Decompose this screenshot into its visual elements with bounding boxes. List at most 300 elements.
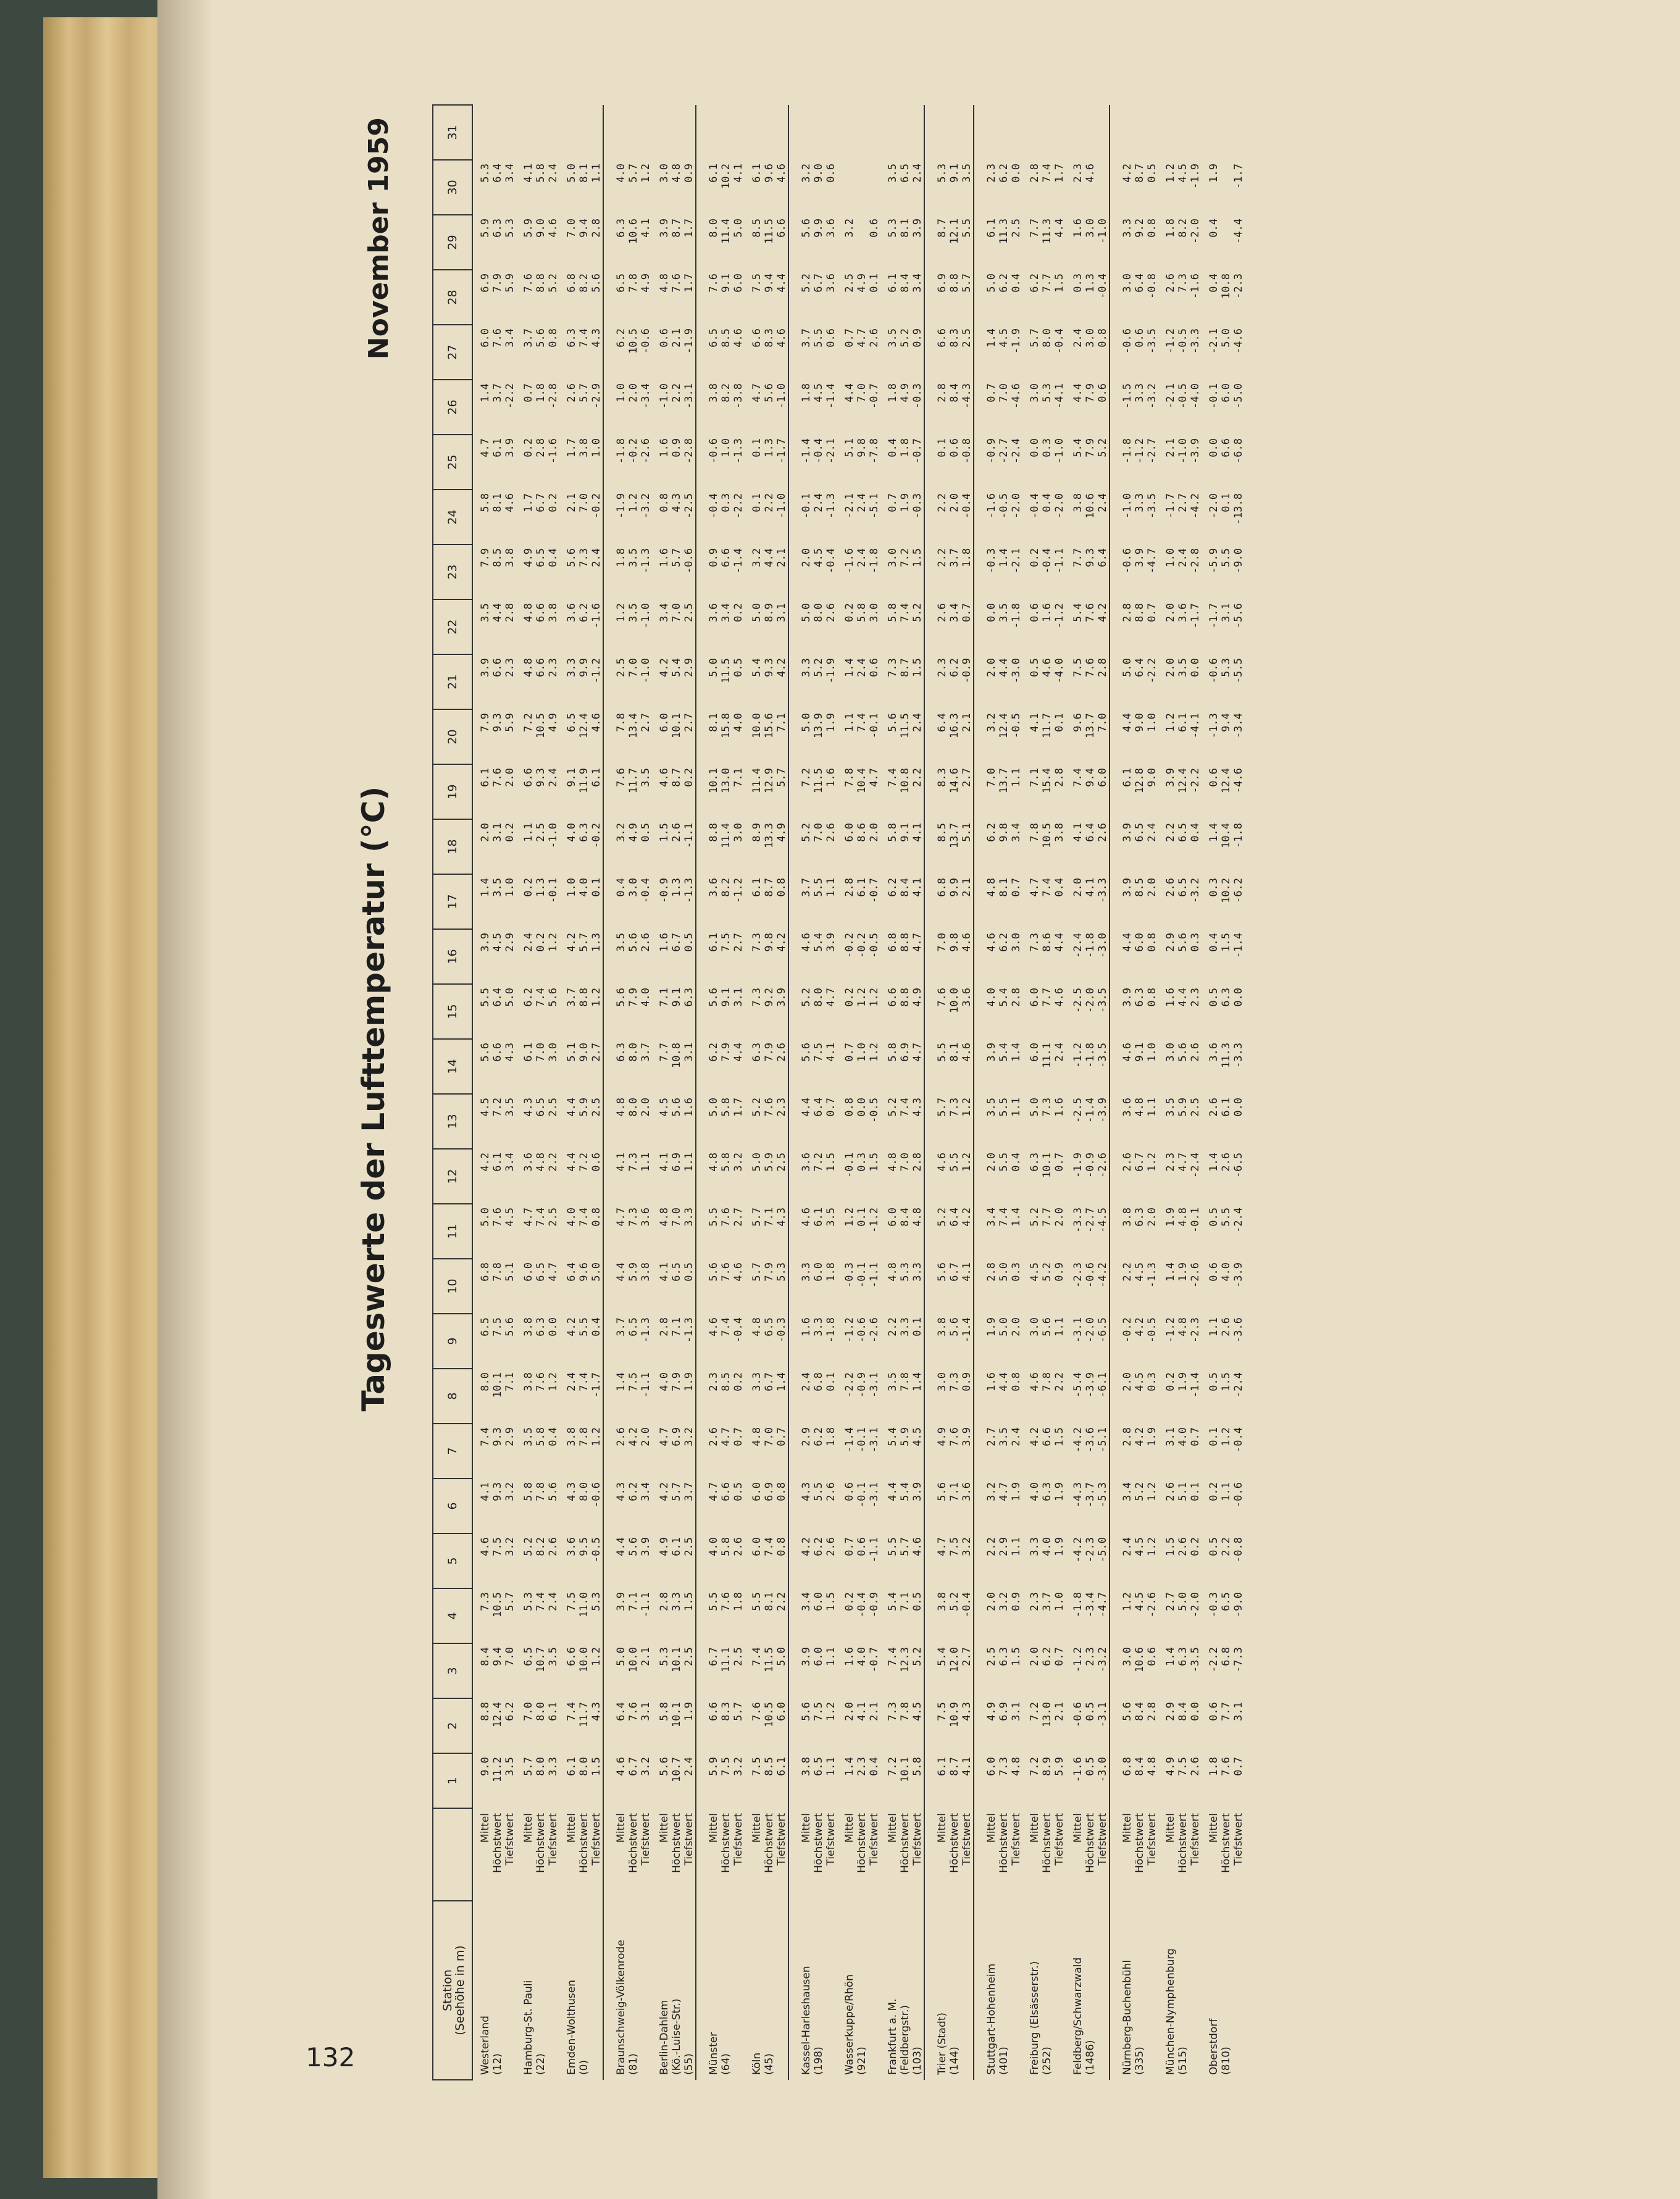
temperature-value: 3.4 [504, 164, 516, 183]
temperature-value: 1.9 [1010, 1482, 1022, 1501]
day-values [516, 764, 559, 819]
temperature-value: 0.7 [1232, 1757, 1245, 1776]
temperature-value: 3.6 [522, 1153, 535, 1172]
day-values [880, 874, 924, 929]
table-row [701, 105, 745, 2080]
temperature-value: 4.3 [671, 493, 683, 512]
temperature-value: 2.9 [504, 1427, 516, 1446]
temperature-value: -5.9 [1208, 548, 1220, 574]
temperature-value: -1.6 [1072, 1757, 1084, 1782]
day-values [516, 1533, 559, 1588]
temperature-value: 4.1 [640, 219, 652, 238]
temperature-value: 2.6 [1164, 878, 1177, 897]
temperature-value: -0.2 [1121, 1317, 1134, 1343]
station-name [559, 1901, 603, 2080]
temperature-value: 7.5 [1072, 658, 1084, 677]
temperature-value: 0.7 [732, 1427, 745, 1446]
temperature-value: 5.5 [479, 988, 491, 1007]
temperature-value: 0.7 [825, 1098, 837, 1117]
temperature-value: 4.7 [911, 1043, 924, 1062]
temperature-value: 7.5 [491, 1537, 504, 1556]
day-values [1115, 1753, 1158, 1808]
day-values [1066, 1533, 1110, 1588]
temperature-value: 4.8 [671, 164, 683, 183]
day-values [1158, 1753, 1201, 1808]
temperature-value: 6.4 [491, 988, 504, 1007]
day-values [1022, 435, 1066, 490]
temperature-value: 11.7 [578, 1702, 590, 1727]
temperature-value: 8.0 [578, 1482, 590, 1501]
temperature-value: 0.6 [843, 1482, 856, 1501]
day-column-header: 2 [433, 1698, 472, 1753]
temperature-value: 6.0 [1029, 1043, 1041, 1062]
temperature-value: -0.4 [1041, 548, 1053, 574]
temperature-value: 0.8 [1010, 1372, 1022, 1392]
temperature-value: 1.6 [1053, 1098, 1066, 1117]
temperature-value: 6.5 [671, 1262, 683, 1282]
day-values [979, 1149, 1022, 1204]
temperature-value: 7.9 [763, 1262, 775, 1282]
temperature-value: 1.3 [535, 878, 547, 897]
temperature-value: -0.3 [1208, 1592, 1220, 1617]
temperature-value: 8.8 [948, 273, 961, 293]
temperature-value: 1.4 [985, 328, 998, 348]
temperature-value: -0.8 [1146, 273, 1158, 299]
temperature-value: 0.4 [1010, 273, 1022, 293]
temperature-value: 4.4 [763, 548, 775, 567]
temperature-value: 9.1 [566, 768, 578, 787]
temperature-value: 1.5 [683, 1592, 695, 1611]
temperature-value: 3.0 [936, 1372, 948, 1392]
day-values [1201, 325, 1245, 380]
temperature-value: 6.1 [751, 164, 763, 183]
temperature-value: -1.8 [1121, 438, 1134, 464]
temperature-value: 1.1 [1010, 1098, 1022, 1117]
temperature-value: 4.0 [856, 1647, 868, 1666]
day-values [1201, 929, 1245, 984]
temperature-value: 6.6 [566, 1647, 578, 1666]
temperature-value: 2.2 [671, 383, 683, 403]
temperature-value: -2.7 [1084, 1208, 1097, 1233]
temperature-value: 3.5 [627, 603, 640, 622]
temperature-value: 2.5 [1010, 219, 1022, 238]
day-values [1158, 1369, 1201, 1424]
temperature-value: -1.8 [1084, 1043, 1097, 1068]
temperature-value: 5.7 [899, 1537, 911, 1556]
temperature-value: -1.1 [683, 823, 695, 848]
temperature-value: 5.8 [658, 1702, 671, 1721]
day-values [880, 1479, 924, 1533]
temperature-value: -0.4 [732, 1317, 745, 1343]
day-values [745, 270, 788, 325]
temperature-value: 6.1 [813, 1208, 825, 1227]
temperature-value: 6.5 [1220, 1592, 1232, 1611]
value-type-label-mittel: Mittel [800, 1813, 813, 1843]
temperature-value: 6.0 [479, 328, 491, 348]
day-values [609, 1369, 652, 1424]
day-values [1158, 1698, 1201, 1753]
temperature-value: -2.0 [1084, 988, 1097, 1013]
temperature-value: 7.6 [491, 1208, 504, 1227]
day-values [516, 380, 559, 435]
day-values [609, 1424, 652, 1479]
temperature-value: 2.5 [547, 1098, 559, 1117]
temperature-value: 7.9 [627, 988, 640, 1007]
temperature-value: 6.4 [491, 164, 504, 183]
temperature-value: 8.1 [491, 493, 504, 512]
temperature-value: 3.2 [615, 823, 627, 842]
day-values [930, 435, 974, 490]
temperature-value: 6.1 [491, 1153, 504, 1172]
day-values [1115, 984, 1158, 1039]
temperature-value: 5.2 [1134, 1482, 1146, 1501]
temperature-value: -1.0 [1121, 493, 1134, 519]
temperature-value: 2.3 [856, 1757, 868, 1776]
temperature-value: 2.4 [856, 548, 868, 567]
temperature-value: -1.2 [1134, 438, 1146, 464]
temperature-value: 0.6 [825, 164, 837, 183]
temperature-value: 0.6 [868, 219, 880, 238]
temperature-value: 5.2 [1097, 438, 1109, 457]
day-values [1022, 545, 1066, 599]
day-values [794, 1643, 837, 1698]
temperature-value: -0.8 [961, 438, 973, 464]
temperature-value: 2.6 [566, 383, 578, 403]
temperature-value: 4.4 [800, 1098, 813, 1117]
temperature-value: 2.4 [1072, 328, 1084, 348]
group-divider-line [974, 105, 979, 2080]
temperature-value: 9.9 [813, 219, 825, 238]
temperature-value: 2.6 [615, 1427, 627, 1446]
temperature-value: 3.8 [708, 383, 720, 403]
day-values [930, 1149, 974, 1204]
temperature-value: 10.8 [899, 768, 911, 793]
day-values [559, 819, 603, 874]
temperature-value: 4.6 [1041, 658, 1053, 677]
temperature-value: 3.0 [627, 878, 640, 897]
temperature-value: -2.7 [998, 438, 1010, 464]
temperature-value: 2.5 [615, 658, 627, 677]
temperature-value: 7.0 [671, 603, 683, 622]
temperature-value: -0.6 [1121, 548, 1134, 574]
day-values [979, 819, 1022, 874]
temperature-value: -0.4 [961, 493, 973, 519]
temperature-value: 1.2 [856, 988, 868, 1007]
temperature-value: -4.7 [1146, 548, 1158, 574]
day-values [745, 160, 788, 215]
temperature-value: 1.9 [683, 1372, 695, 1392]
value-type-label-mittel: Mittel [1164, 1813, 1177, 1843]
temperature-value: 1.4 [479, 383, 491, 403]
temperature-value: 7.8 [627, 273, 640, 293]
temperature-value: 9.3 [1084, 548, 1097, 567]
temperature-value: 3.2 [985, 713, 998, 732]
value-type-label-tiefst: Tiefstwert [825, 1813, 837, 1866]
temperature-value: -1.9 [615, 493, 627, 519]
temperature-value: 3.3 [911, 1262, 924, 1282]
day-values [745, 105, 788, 160]
group-divider [1110, 105, 1115, 2080]
day-values [930, 819, 974, 874]
day-values [1201, 435, 1245, 490]
temperature-value: 4.4 [775, 273, 788, 293]
temperature-value: 0.3 [1189, 933, 1201, 952]
temperature-value: -3.4 [1084, 1592, 1097, 1617]
day-values [1066, 764, 1110, 819]
temperature-value: 1.2 [1146, 1537, 1158, 1556]
station-name-line: Hamburg-St. Pauli [522, 1980, 535, 2075]
temperature-value: 4.2 [479, 1153, 491, 1172]
temperature-value: 4.6 [911, 1537, 924, 1556]
temperature-value: 4.8 [751, 1317, 763, 1337]
temperature-value: 3.8 [1053, 823, 1066, 842]
day-values [1115, 1533, 1158, 1588]
temperature-value: 0.8 [775, 1482, 788, 1501]
day-values [930, 1094, 974, 1149]
temperature-value: 4.6 [732, 1262, 745, 1282]
temperature-value: 6.2 [887, 878, 899, 897]
temperature-value: 8.8 [578, 988, 590, 1007]
temperature-value: 7.5 [720, 1757, 732, 1776]
temperature-value: 11.7 [627, 768, 640, 793]
day-values [1115, 1314, 1158, 1369]
temperature-value: 2.9 [998, 1537, 1010, 1556]
temperature-value: -3.0 [1010, 658, 1022, 683]
table-header-row [433, 105, 472, 2080]
temperature-value: 2.1 [868, 1702, 880, 1721]
temperature-value: 6.1 [708, 933, 720, 952]
temperature-value: 8.7 [936, 219, 948, 238]
temperature-value: -6.8 [1232, 438, 1245, 464]
temperature-value: 13.4 [627, 713, 640, 738]
day-values [1115, 490, 1158, 545]
day-values [516, 1753, 559, 1808]
day-values [930, 1424, 974, 1479]
temperature-value: 6.1 [936, 1757, 948, 1776]
temperature-value: 2.4 [856, 658, 868, 677]
month-label: November 1959 [363, 117, 395, 360]
temperature-value: 2.0 [1164, 603, 1177, 622]
temperature-value: -0.3 [843, 1262, 856, 1288]
temperature-value: 3.9 [911, 219, 924, 238]
temperature-value: 4.0 [1177, 1427, 1189, 1446]
day-values [609, 1588, 652, 1643]
temperature-value: -7.8 [868, 438, 880, 464]
temperature-value: -4.0 [1189, 383, 1201, 409]
day-values [1201, 1039, 1245, 1094]
temperature-value: 5.3 [504, 219, 516, 238]
temperature-value: 1.2 [1146, 1153, 1158, 1172]
temperature-value: 9.8 [763, 933, 775, 952]
day-values [701, 1424, 745, 1479]
temperature-value: 5.7 [775, 768, 788, 787]
day-values [472, 325, 516, 380]
temperature-value: 6.3 [1134, 1208, 1146, 1227]
temperature-value: 0.0 [1232, 1098, 1245, 1117]
temperature-value: -0.3 [911, 493, 924, 519]
temperature-value [1208, 109, 1220, 160]
temperature-value: 1.1 [522, 823, 535, 842]
temperature-value: 11.5 [899, 713, 911, 738]
temperature-value: 16.3 [948, 713, 961, 738]
day-values [559, 325, 603, 380]
temperature-value: 15.8 [720, 713, 732, 738]
temperature-value: 10.1 [491, 1372, 504, 1398]
temperature-value: 0.7 [985, 383, 998, 403]
temperature-value: -0.7 [911, 438, 924, 464]
day-values [516, 105, 559, 160]
temperature-value: -0.9 [856, 1372, 868, 1398]
temperature-value: 0.7 [843, 328, 856, 348]
temperature-value: 3.4 [720, 603, 732, 622]
temperature-value: 8.9 [1041, 1757, 1053, 1776]
temperature-value: 6.1 [985, 219, 998, 238]
day-values [701, 984, 745, 1039]
day-values [701, 215, 745, 270]
temperature-value: 8.7 [899, 658, 911, 677]
temperature-value: 6.7 [535, 493, 547, 512]
temperature-value: 4.7 [751, 383, 763, 403]
temperature-value: 2.0 [640, 1427, 652, 1446]
value-type-label-hoechst: Höchstwert [720, 1813, 732, 1873]
day-values [880, 435, 924, 490]
temperature-value: -4.1 [1053, 383, 1066, 409]
temperature-value: 3.5 [1164, 1098, 1177, 1117]
day-values [1158, 1314, 1201, 1369]
temperature-value: 2.4 [590, 548, 603, 567]
temperature-value: 4.9 [547, 713, 559, 732]
day-values [652, 929, 696, 984]
temperature-value: 2.2 [547, 1153, 559, 1172]
temperature-value: 10.1 [1041, 1153, 1053, 1178]
temperature-value: -3.3 [1189, 328, 1201, 354]
station-name-line: (1486) [1084, 2040, 1097, 2075]
day-values [652, 545, 696, 599]
temperature-value: -2.2 [504, 383, 516, 409]
day-values [472, 160, 516, 215]
day-values [701, 1204, 745, 1259]
day-values [559, 105, 603, 160]
temperature-value [887, 109, 899, 160]
temperature-value: 1.1 [1146, 1098, 1158, 1117]
day-values [745, 1753, 788, 1808]
day-values [1066, 1369, 1110, 1424]
temperature-value: 7.6 [671, 273, 683, 293]
temperature-value: 4.1 [1072, 823, 1084, 842]
temperature-value: 7.4 [566, 1702, 578, 1721]
day-values [652, 435, 696, 490]
temperature-value: 8.0 [708, 219, 720, 238]
temperature-value: 5.0 [1177, 1592, 1189, 1611]
temperature-value: 1.5 [590, 1757, 603, 1776]
temperature-value: 5.6 [535, 328, 547, 348]
temperature-value: 7.4 [887, 768, 899, 787]
day-values [794, 1479, 837, 1533]
temperature-value: 7.6 [720, 1208, 732, 1227]
day-values [701, 709, 745, 764]
day-values [516, 490, 559, 545]
temperature-value: -0.4 [1097, 273, 1109, 299]
day-values [559, 654, 603, 709]
temperature-value: 3.8 [578, 438, 590, 457]
temperature-value: 7.5 [813, 1702, 825, 1721]
temperature-value: 5.2 [522, 1537, 535, 1556]
table-row [930, 105, 974, 2080]
temperature-value: 5.3 [522, 1592, 535, 1611]
temperature-value: 0.8 [547, 328, 559, 348]
value-type-labels [1201, 1808, 1245, 1901]
temperature-value: 0.2 [732, 603, 745, 622]
day-values [1022, 1094, 1066, 1149]
temperature-value: 10.6 [1134, 1647, 1146, 1672]
temperature-value: 0.7 [1189, 1427, 1201, 1446]
temperature-value [590, 109, 603, 160]
temperature-value: -0.4 [640, 878, 652, 903]
day-values [652, 1698, 696, 1753]
temperature-value: 0.1 [590, 878, 603, 897]
temperature-value: 5.7 [504, 1592, 516, 1611]
temperature-value: 4.5 [813, 548, 825, 567]
temperature-value: 10.2 [1220, 878, 1232, 903]
temperature-value: -0.6 [640, 328, 652, 354]
temperature-value: 3.9 [1121, 878, 1134, 897]
day-values [837, 709, 880, 764]
temperature-value: 7.1 [627, 1592, 640, 1611]
temperature-value: 2.4 [547, 768, 559, 787]
temperature-value: 0.4 [1189, 823, 1201, 842]
day-values [880, 819, 924, 874]
day-values [794, 105, 837, 160]
temperature-value: 4.7 [998, 1482, 1010, 1501]
temperature-value: 6.6 [708, 1702, 720, 1721]
elevation-header-label: (Seehöhe in m) [453, 1945, 467, 2035]
day-values [472, 1698, 516, 1753]
day-values [701, 1369, 745, 1424]
temperature-value: 5.3 [887, 219, 899, 238]
temperature-value: -0.4 [708, 493, 720, 519]
value-type-label-hoechst: Höchstwert [899, 1813, 911, 1873]
temperature-value: 7.0 [856, 383, 868, 403]
temperature-value: 4.1 [911, 878, 924, 897]
temperature-value: 7.7 [1041, 1208, 1053, 1227]
temperature-value: 6.6 [720, 1482, 732, 1501]
temperature-value: 3.0 [1084, 219, 1097, 238]
temperature-value: 3.1 [775, 603, 788, 622]
day-values [837, 984, 880, 1039]
station-name-line: (921) [856, 2047, 868, 2075]
temperature-value: -1.7 [1208, 603, 1220, 628]
temperature-value: 2.4 [1053, 1043, 1066, 1062]
temperature-value: 3.5 [887, 164, 899, 183]
temperature-value: 6.6 [1220, 438, 1232, 457]
temperature-value: 5.6 [708, 1262, 720, 1282]
day-values [1066, 1094, 1110, 1149]
day-values [1201, 1259, 1245, 1314]
day-values [880, 1533, 924, 1588]
temperature-value: 7.6 [751, 1702, 763, 1721]
temperature-value: 9.0 [479, 1757, 491, 1776]
temperature-value [535, 109, 547, 160]
temperature-value: 2.5 [547, 1208, 559, 1227]
temperature-value: -3.5 [1146, 328, 1158, 354]
temperature-value: 6.4 [936, 713, 948, 732]
temperature-value: 6.0 [1220, 383, 1232, 403]
day-values [794, 1314, 837, 1369]
day-values [559, 1533, 603, 1588]
temperature-value: 4.6 [936, 1153, 948, 1172]
temperature-value: 8.7 [1134, 164, 1146, 183]
temperature-value: 6.6 [887, 988, 899, 1007]
